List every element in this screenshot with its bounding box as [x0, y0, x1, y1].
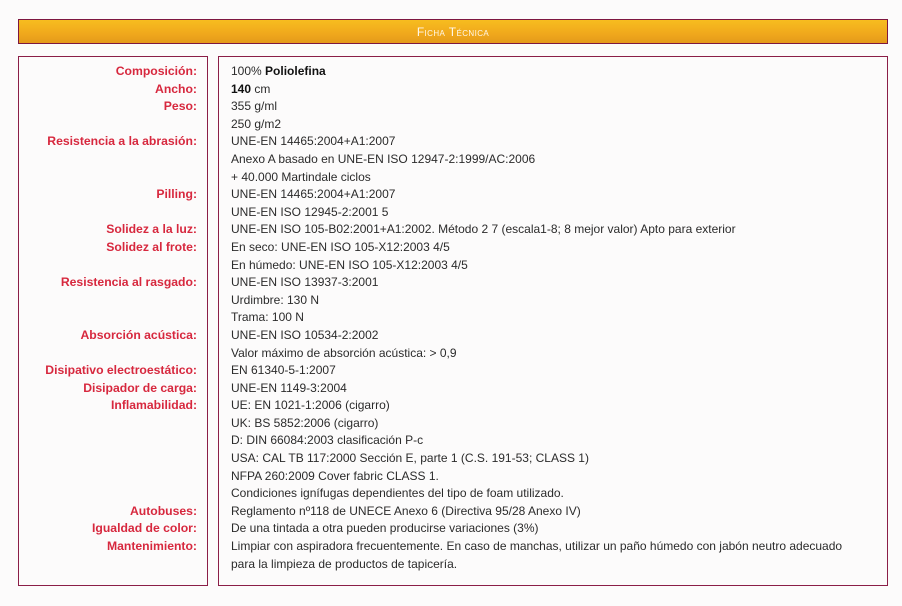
spec-value: En húmedo: UNE-EN ISO 105-X12:2003 4/5: [231, 257, 468, 272]
spec-value: Valor máximo de absorción acústica: > 0,9: [231, 345, 457, 360]
label-spacer: [21, 468, 197, 486]
label-spacer: [21, 309, 197, 327]
spec-value: Condiciones ignífugas dependientes del tipo de foam utilizado.: [231, 486, 564, 501]
spec-label: Autobuses:: [129, 503, 197, 518]
header-bar: [18, 19, 888, 44]
label-spacer: [21, 257, 197, 275]
page-title: Ficha Técnica: [416, 24, 490, 39]
spec-value: [231, 63, 881, 81]
spec-value: Urdimbre: 130 N: [231, 292, 320, 307]
spec-value: EN 61340-5-1:2007: [231, 363, 336, 378]
spec-value: UNE-EN 14465:2004+A1:2007: [231, 187, 396, 202]
label-spacer: [21, 432, 197, 450]
spec-value-emphasis: 140: [231, 81, 252, 96]
labels-panel: [18, 56, 208, 586]
spec-value: [231, 81, 881, 99]
spec-value: + 40.000 Martindale ciclos: [231, 169, 371, 184]
spec-value: Anexo A basado en UNE-EN ISO 12947-2:1999/AC:2006: [231, 151, 536, 166]
spec-value: UNE-EN ISO 12945-2:2001 5: [231, 204, 389, 219]
label-spacer: [21, 345, 197, 363]
label-spacer: [21, 450, 197, 468]
spec-value: D: DIN 66084:2003 clasificación P-c: [231, 433, 424, 448]
spec-label: Disipador de carga:: [83, 380, 197, 395]
spec-label: Resistencia a la abrasión:: [47, 134, 197, 149]
spec-value: UNE-EN ISO 13937-3:2001: [231, 275, 379, 290]
spec-value-emphasis: Poliolefina: [265, 64, 326, 78]
label-spacer: [21, 204, 197, 222]
spec-label: Resistencia al rasgado:: [60, 275, 197, 290]
spec-value-text: 100%: [231, 64, 266, 78]
spec-label: Pilling:: [156, 187, 197, 202]
spec-label: Solidez a la luz:: [106, 222, 197, 237]
spec-value: UNE-EN ISO 105-B02:2001+A1:2002. Método 2 7 (escala1-8; 8 mejor valor) Apto para exterior: [231, 222, 736, 237]
spec-value-text: cm: [251, 81, 271, 96]
spec-value: UK: BS 5852:2006 (cigarro): [231, 415, 379, 430]
labels-column: [21, 63, 197, 573]
spec-value: Limpiar con aspiradora frecuentemente. En caso de manchas, utilizar un paño húmedo con jabón neutro adecuado: [231, 539, 843, 554]
spec-value: USA: CAL TB 117:2000 Sección E, parte 1 (C.S. 191-53; CLASS 1): [231, 451, 589, 466]
values-panel: [218, 56, 888, 586]
spec-value: UNE-EN 1149-3:2004: [231, 380, 347, 395]
spec-label: Absorción acústica:: [80, 327, 197, 342]
spec-value: 250 g/m2: [231, 116, 282, 131]
label-spacer: [21, 169, 197, 187]
spec-value: De una tintada a otra pueden producirse variaciones (3%): [231, 521, 539, 536]
label-spacer: [21, 556, 197, 574]
spec-value: para la limpieza de productos de tapicería.: [231, 556, 458, 571]
label-spacer: [21, 485, 197, 503]
spec-value: NFPA 260:2009 Cover fabric CLASS 1.: [231, 468, 439, 483]
spec-label: Disipativo electroestático:: [45, 363, 197, 378]
spec-label: Composición:: [115, 64, 197, 78]
spec-value: 355 g/ml: [231, 99, 278, 114]
spec-label: Mantenimiento:: [106, 539, 197, 554]
label-spacer: [21, 116, 197, 134]
values-column: [231, 63, 881, 573]
spec-value: UE: EN 1021-1:2006 (cigarro): [231, 398, 390, 413]
spec-label: Solidez al frote:: [106, 239, 197, 254]
spec-value: En seco: UNE-EN ISO 105-X12:2003 4/5: [231, 239, 450, 254]
spec-label: Peso:: [163, 99, 197, 114]
spec-value: Reglamento nº118 de UNECE Anexo 6 (Directiva 95/28 Anexo IV): [231, 503, 581, 518]
spec-value: Trama: 100 N: [231, 310, 304, 325]
label-spacer: [21, 151, 197, 169]
spec-value: UNE-EN ISO 10534-2:2002: [231, 327, 379, 342]
spec-label: Inflamabilidad:: [111, 398, 197, 413]
spec-label: Ancho:: [155, 81, 197, 96]
spec-value: UNE-EN 14465:2004+A1:2007: [231, 134, 396, 149]
spec-label: Igualdad de color:: [92, 521, 197, 536]
label-spacer: [21, 292, 197, 310]
label-spacer: [21, 415, 197, 433]
